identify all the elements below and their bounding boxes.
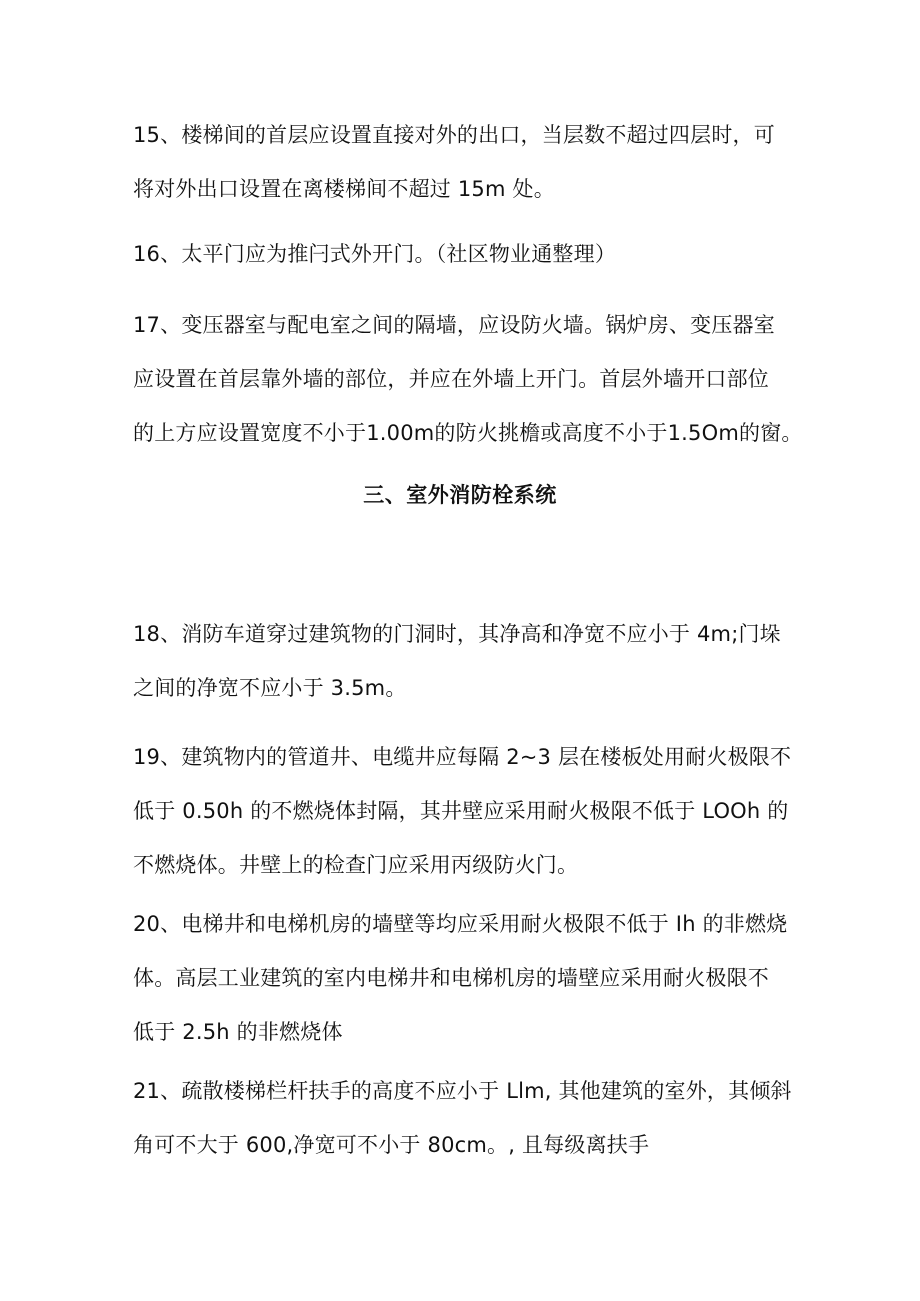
paragraph-line: 不燃烧体。井壁上的检查门应采用丙级防火门。 [133,853,579,877]
paragraph-18 [133,607,813,715]
paragraph-19 [133,730,813,892]
paragraph-line: 角可不大于 600,净宽可不小于 80cm。, 且每级离扶手 [133,1133,650,1157]
paragraph-line: 的上方应设置宽度不小于1.00m的防火挑檐或高度不小于1.5Om的窗。 [133,421,803,445]
section-heading: 三、室外消防栓系统 [363,483,557,507]
paragraph-line: 应设置在首层靠外墙的部位，并应在外墙上开门。首层外墙开口部位 [133,367,769,391]
paragraph-line: 18、消防车道穿过建筑物的门洞时，其净高和净宽不应小于 4m;门垛 [133,622,781,646]
paragraph-line: 21、疏散楼梯栏杆扶手的高度不应小于 Llm, 其他建筑的室外，其倾斜 [133,1079,792,1103]
paragraph-line: 将对外出口设置在离楼梯间不超过 15m 处。 [133,177,555,201]
paragraph-15 [133,108,813,216]
paragraph-line: 20、电梯井和电梯机房的墙壁等均应采用耐火极限不低于 Ih 的非燃烧 [133,912,788,936]
paragraph-line: 17、变压器室与配电室之间的隔墙，应设防火墙。锅炉房、变压器室 [133,313,775,337]
paragraph-16 [133,227,813,281]
paragraph-17 [133,298,813,460]
paragraph-line: 19、建筑物内的管道井、电缆井应每隔 2~3 层在楼板处用耐火极限不 [133,745,792,769]
paragraph-21 [133,1064,813,1172]
paragraph-line: 低于 2.5h 的非燃烧体 [133,1020,343,1044]
paragraph-20 [133,897,813,1059]
paragraph-line: 低于 0.50h 的不燃烧体封隔，其井壁应采用耐火极限不低于 LOOh 的 [133,799,789,823]
paragraph-line: 15、楼梯间的首层应设置直接对外的出口，当层数不超过四层时，可 [133,123,775,147]
paragraph-line: 之间的净宽不应小于 3.5m。 [133,676,407,700]
paragraph-line: 体。高层工业建筑的室内电梯井和电梯机房的墙壁应采用耐火极限不 [133,966,769,990]
paragraph-line: 16、太平门应为推闩式外开门。（社区物业通整理） [133,242,617,266]
